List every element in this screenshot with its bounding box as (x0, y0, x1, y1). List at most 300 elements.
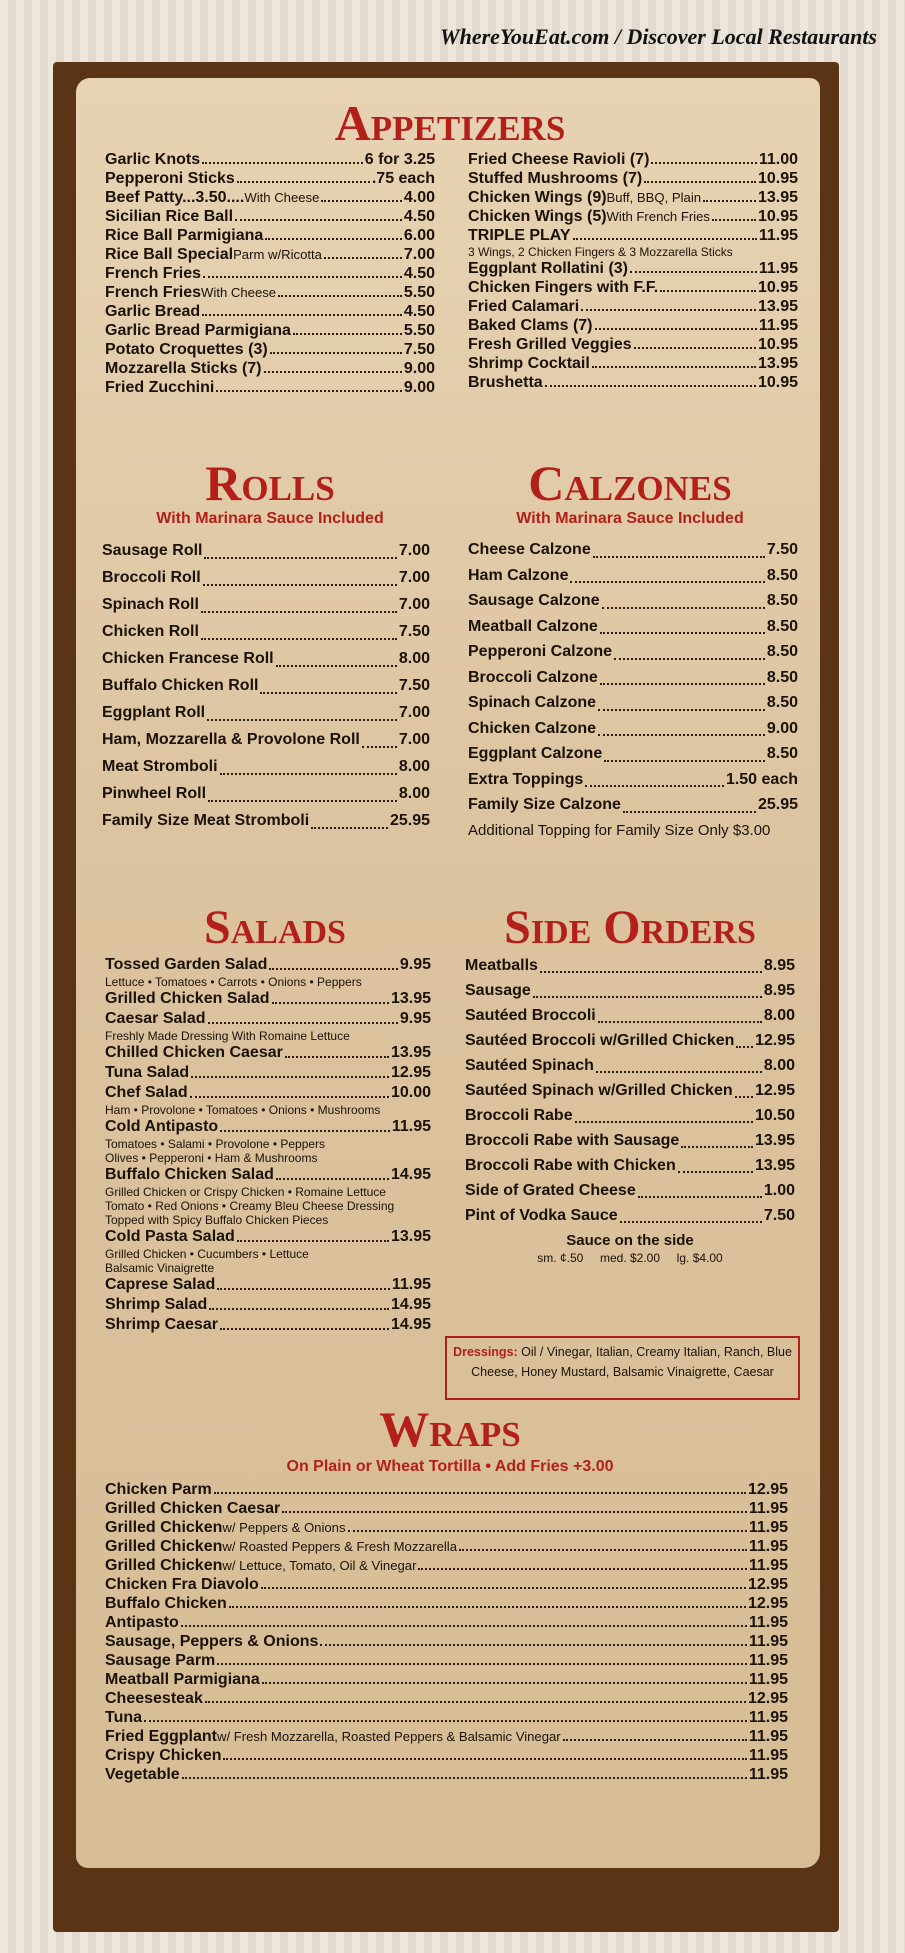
item-name: Family Size Meat Stromboli (102, 812, 310, 829)
dot-leader (209, 1308, 389, 1310)
item-modifier: Buff, BBQ, Plain (606, 190, 702, 205)
dot-leader (217, 1663, 747, 1665)
menu-item (468, 169, 798, 188)
appetizers-right-column (468, 150, 798, 392)
item-name: Sausage Calzone (468, 592, 600, 609)
menu-item (468, 278, 798, 297)
dot-leader (203, 276, 402, 278)
appetizers-left-column (105, 150, 435, 397)
item-name: Cold Pasta Salad (105, 1228, 235, 1245)
dot-leader (229, 1606, 746, 1608)
item-price: 8.50 (766, 643, 798, 660)
dot-leader (278, 295, 402, 297)
item-name: Eggplant Rollatini (3) (468, 260, 628, 277)
dot-leader (214, 1492, 746, 1494)
item-price: 13.95 (390, 1044, 431, 1061)
menu-item (468, 639, 798, 665)
dot-leader (321, 200, 401, 202)
item-price: 25.95 (389, 812, 430, 829)
menu-item (102, 726, 430, 753)
appetizers-title: Appetizers (334, 95, 566, 151)
dot-leader (182, 1777, 747, 1779)
salads-column (105, 955, 431, 1335)
dot-leader (265, 238, 402, 240)
item-price: 9.00 (766, 719, 798, 737)
dot-leader (533, 996, 762, 998)
item-name: Ham Calzone (468, 566, 569, 584)
item-name: Sautéed Broccoli w/Grilled Chicken (465, 1032, 735, 1049)
item-price: 9.00 (403, 379, 435, 396)
item-price: 14.95 (390, 1296, 431, 1313)
item-price: 12.95 (754, 1082, 795, 1099)
item-price: 7.00 (398, 542, 430, 559)
item-price: 8.50 (766, 694, 798, 711)
item-name: Chicken Wings (5) (468, 208, 607, 225)
item-price: 12.95 (747, 1595, 788, 1612)
item-price: 13.95 (390, 990, 431, 1007)
dot-leader (202, 314, 402, 316)
item-name: Chicken Francese Roll (102, 650, 274, 667)
item-name: Sausage Roll (102, 542, 203, 559)
menu-item (105, 188, 435, 207)
item-name: Grilled Chicken Caesar (105, 1500, 281, 1517)
item-name: Garlic Bread Parmigiana (105, 322, 291, 339)
menu-item (468, 767, 798, 793)
item-description: Ham • Provolone • Tomatoes • Onions • Mushrooms (105, 1103, 381, 1117)
menu-item (102, 564, 430, 591)
item-price: 8.50 (766, 745, 798, 762)
item-price: 7.50 (763, 1207, 795, 1224)
item-price: 12.95 (747, 1481, 788, 1498)
menu-item (105, 1063, 431, 1083)
item-name: Chicken Wings (9) (468, 189, 607, 206)
menu-item (468, 614, 798, 640)
dot-leader (593, 556, 765, 558)
dot-leader (293, 333, 402, 335)
item-name: Pinwheel Roll (102, 785, 207, 802)
menu-item (468, 690, 798, 716)
menu-item (105, 1537, 788, 1556)
item-price: 12.95 (747, 1690, 788, 1707)
dot-leader (570, 581, 764, 583)
menu-item (102, 537, 430, 564)
dot-leader (362, 746, 397, 748)
menu-item (105, 1165, 431, 1185)
item-price: 10.95 (757, 279, 798, 296)
item-price: 8.00 (763, 1057, 795, 1074)
item-price: 7.00 (398, 731, 430, 748)
item-name: Fried Calamari (468, 298, 580, 315)
item-description: Tomato • Red Onions • Creamy Bleu Cheese Dressing (105, 1199, 395, 1213)
item-name: Side of Grated Cheese (465, 1182, 636, 1199)
item-description: Topped with Spicy Buffalo Chicken Pieces (105, 1213, 329, 1227)
item-name: Chicken Parm (105, 1481, 212, 1498)
item-modifier: Parm w/Ricotta (233, 247, 322, 262)
dot-leader (736, 1046, 753, 1048)
item-name: Sautéed Spinach (465, 1057, 594, 1074)
menu-item (105, 1480, 788, 1499)
menu-item (105, 1295, 431, 1315)
item-name: Crispy Chicken (105, 1747, 222, 1764)
item-name: Sausage (465, 982, 531, 999)
item-price: 13.95 (754, 1157, 795, 1174)
dot-leader (260, 692, 396, 694)
wraps-column (105, 1480, 788, 1784)
menu-item (468, 188, 798, 207)
item-name: Grilled Chicken (105, 1538, 223, 1555)
item-price: 11.95 (758, 227, 798, 244)
menu-item (465, 1128, 795, 1153)
dot-leader (311, 827, 388, 829)
dot-leader (237, 1240, 389, 1242)
item-name: Vegetable (105, 1766, 180, 1783)
item-name: Broccoli Rabe (465, 1107, 573, 1124)
item-price: 11.95 (748, 1671, 788, 1688)
dot-leader (324, 257, 402, 259)
calzones-title: Calzones (528, 455, 732, 511)
item-name: Ham, Mozzarella & Provolone Roll (102, 731, 360, 748)
item-price: 9.95 (399, 956, 431, 973)
item-name: Shrimp Cocktail (468, 355, 590, 372)
item-modifier: w/ Roasted Peppers & Fresh Mozzarella (222, 1539, 457, 1554)
item-name: Grilled Chicken (105, 1557, 223, 1574)
item-price: 4.00 (403, 189, 435, 206)
item-name: Stuffed Mushrooms (7) (468, 170, 643, 187)
dot-leader (269, 968, 397, 970)
item-name: Fried Eggplant (105, 1728, 217, 1745)
dot-leader (596, 1071, 762, 1073)
dot-leader (678, 1171, 753, 1173)
menu-item (468, 150, 798, 169)
menu-item (465, 1103, 795, 1128)
item-price: 13.95 (754, 1132, 795, 1149)
menu-item (468, 792, 798, 818)
item-description: 3 Wings, 2 Chicken Fingers & 3 Mozzarella Sticks (468, 245, 733, 259)
item-price: 11.95 (748, 1538, 788, 1555)
rolls-subtitle: With Marinara Sauce Included (156, 510, 384, 527)
dot-leader (272, 1002, 389, 1004)
item-price: 1.00 (763, 1182, 795, 1199)
item-name: Antipasto (105, 1614, 179, 1631)
item-name: Chicken Calzone (468, 719, 597, 737)
dot-leader (703, 200, 756, 202)
dot-leader (207, 719, 397, 721)
menu-item (105, 989, 431, 1009)
dot-leader (575, 1121, 753, 1123)
item-price: 8.50 (766, 617, 798, 635)
item-name: Broccoli Rabe with Sausage (465, 1132, 680, 1149)
menu-item (465, 953, 795, 978)
item-price: 11.95 (748, 1747, 788, 1764)
item-price: 11.95 (748, 1614, 788, 1631)
dot-leader (220, 773, 397, 775)
item-price: 11.95 (748, 1557, 788, 1574)
dot-leader (573, 238, 757, 240)
item-name: Beef Patty...3.50.... (105, 189, 245, 206)
item-name: Garlic Bread (105, 303, 201, 320)
dot-leader (201, 611, 397, 613)
dot-leader (459, 1549, 747, 1551)
menu-item (465, 1178, 795, 1203)
item-price: 10.95 (757, 374, 798, 391)
item-name: Buffalo Chicken Salad (105, 1166, 274, 1183)
dot-leader (282, 1511, 747, 1513)
item-price: 7.00 (398, 596, 430, 613)
menu-item (465, 1003, 795, 1028)
item-price: 8.50 (766, 592, 798, 609)
item-name: Caprese Salad (105, 1276, 216, 1293)
item-name: Broccoli Calzone (468, 668, 598, 686)
menu-item (102, 645, 430, 672)
item-price: 7.00 (403, 246, 435, 263)
menu-item (102, 699, 430, 726)
item-price: 8.00 (398, 650, 430, 667)
item-name: Chicken Fingers with F.F. (468, 279, 659, 296)
menu-item (105, 340, 435, 359)
item-description: Grilled Chicken • Cucumbers • Lettuce (105, 1247, 309, 1261)
menu-item (465, 1028, 795, 1053)
item-name: Family Size Calzone (468, 796, 621, 813)
menu-item (105, 1315, 431, 1335)
item-modifier: w/ Lettuce, Tomato, Oil & Vinegar (222, 1558, 417, 1573)
menu-item (465, 1203, 795, 1228)
item-name: Eggplant Roll (102, 704, 206, 721)
item-price: 8.50 (766, 566, 798, 584)
item-name: Meatball Parmigiana (105, 1671, 260, 1688)
menu-item (105, 321, 435, 340)
side-orders-title: Side Orders (504, 901, 756, 954)
menu-item (468, 316, 798, 335)
item-name: Buffalo Chicken Roll (102, 677, 259, 694)
dot-leader (285, 1056, 389, 1058)
item-price: 7.50 (766, 541, 798, 558)
item-price: 9.95 (399, 1010, 431, 1027)
dot-leader (598, 734, 765, 736)
dot-leader (220, 1328, 389, 1330)
item-price: 10.95 (757, 336, 798, 353)
item-price: 5.50 (403, 322, 435, 339)
menu-item (105, 1556, 788, 1575)
menu-item (105, 1499, 788, 1518)
item-modifier: With French Fries (606, 209, 710, 224)
item-price: 25.95 (757, 796, 798, 813)
menu-item (102, 618, 430, 645)
item-name: Rice Ball Parmigiana (105, 227, 264, 244)
item-name: Spinach Roll (102, 596, 199, 613)
item-name: Meatballs (465, 957, 538, 974)
item-name: Pint of Vodka Sauce (465, 1207, 618, 1224)
dot-leader (660, 290, 756, 292)
menu-item (105, 1518, 788, 1537)
dot-leader (540, 971, 762, 973)
dot-leader (592, 366, 756, 368)
salads-title: Salads (204, 901, 346, 954)
item-name: Sausage Parm (105, 1652, 216, 1669)
item-name: Chicken Fra Diavolo (105, 1576, 259, 1593)
rolls-title: Rolls (205, 455, 335, 511)
menu-item (105, 1708, 788, 1727)
item-price: 11.95 (748, 1633, 788, 1650)
dot-leader (144, 1720, 747, 1722)
item-price: 10.50 (754, 1107, 795, 1124)
dot-leader (264, 371, 402, 373)
menu-item (468, 373, 798, 392)
item-price: 8.95 (763, 982, 795, 999)
menu-item (105, 1117, 431, 1137)
item-name: Buffalo Chicken (105, 1595, 227, 1612)
menu-item (105, 378, 435, 397)
item-price: 11.95 (748, 1519, 788, 1536)
item-price: 14.95 (390, 1316, 431, 1333)
item-name: Meat Stromboli (102, 758, 218, 775)
menu-item (102, 780, 430, 807)
item-price: 13.95 (757, 355, 798, 372)
item-name: Fried Zucchini (105, 379, 215, 396)
item-description: Olives • Pepperoni • Ham & Mushrooms (105, 1151, 318, 1165)
menu-item (102, 591, 430, 618)
item-description: Lettuce • Tomatoes • Carrots • Onions • Peppers (105, 975, 362, 989)
item-price: 14.95 (390, 1166, 431, 1183)
item-price: 12.95 (747, 1576, 788, 1593)
item-price: .75 each (371, 170, 435, 187)
item-name: Cheese Calzone (468, 541, 591, 558)
dot-leader (201, 638, 397, 640)
item-description: Freshly Made Dressing With Romaine Lettuce (105, 1029, 350, 1043)
item-price: 6.00 (403, 227, 435, 244)
dot-leader (598, 709, 765, 711)
item-name: Broccoli Rabe with Chicken (465, 1157, 676, 1174)
item-name: Meatball Calzone (468, 617, 598, 635)
menu-item (105, 245, 435, 264)
menu-item (465, 978, 795, 1003)
menu-item (468, 207, 798, 226)
menu-item (102, 807, 430, 834)
item-name: TRIPLE PLAY (468, 227, 571, 244)
dot-leader (191, 1076, 389, 1078)
item-name: Broccoli Roll (102, 569, 201, 586)
dot-leader (208, 800, 397, 802)
menu-item (468, 226, 798, 245)
wraps-subtitle: On Plain or Wheat Tortilla • Add Fries +3.00 (286, 1458, 614, 1475)
item-modifier: With Cheese (244, 190, 320, 205)
item-price: 7.50 (403, 341, 435, 358)
item-price: 12.95 (390, 1064, 431, 1081)
dot-leader (223, 1758, 746, 1760)
item-price: 13.95 (757, 298, 798, 315)
item-price: 7.00 (398, 704, 430, 721)
item-price: 4.50 (403, 208, 435, 225)
menu-item (105, 1670, 788, 1689)
item-name: French Fries (105, 284, 202, 301)
menu-item (105, 1009, 431, 1029)
item-price: 8.00 (398, 758, 430, 775)
dot-leader (418, 1568, 746, 1570)
dot-leader (276, 1178, 389, 1180)
item-price: 5.50 (403, 284, 435, 301)
dot-leader (651, 162, 756, 164)
item-price: 11.95 (758, 260, 798, 277)
item-modifier: With Cheese (201, 285, 277, 300)
dot-leader (190, 1096, 389, 1098)
item-price: 11.00 (758, 151, 798, 168)
item-modifier: w/ Peppers & Onions (222, 1520, 346, 1535)
menu-item (105, 359, 435, 378)
dot-leader (585, 785, 724, 787)
menu-item (102, 753, 430, 780)
item-name: Tuna Salad (105, 1064, 190, 1081)
menu-item (105, 1613, 788, 1632)
item-price: 11.95 (748, 1709, 788, 1726)
item-name: Pepperoni Calzone (468, 643, 613, 660)
item-price: 11.95 (391, 1276, 431, 1293)
dot-leader (563, 1739, 747, 1741)
dot-leader (545, 385, 756, 387)
item-name: Rice Ball Special (105, 246, 234, 263)
item-price: 13.95 (390, 1228, 431, 1245)
menu-item (105, 1575, 788, 1594)
item-name: Chicken Roll (102, 623, 199, 640)
item-name: Extra Toppings (468, 770, 584, 788)
menu-item (105, 955, 431, 975)
menu-item (468, 297, 798, 316)
dot-leader (600, 632, 765, 634)
menu-item (468, 335, 798, 354)
dot-leader (220, 1130, 390, 1132)
dot-leader (348, 1530, 747, 1532)
item-name: Eggplant Calzone (468, 745, 603, 762)
item-name: Cold Antipasto (105, 1118, 219, 1135)
menu-item (105, 1727, 788, 1746)
dot-leader (205, 1701, 746, 1703)
menu-item (105, 207, 435, 226)
dot-leader (600, 683, 765, 685)
sauce-title: Sauce on the side (566, 1232, 694, 1249)
dot-leader (320, 1644, 746, 1646)
menu-item (105, 264, 435, 283)
menu-item (105, 1689, 788, 1708)
menu-item (465, 1078, 795, 1103)
dot-leader (638, 1196, 762, 1198)
dot-leader (614, 658, 765, 660)
item-price: 1.50 each (725, 770, 798, 788)
item-price: 11.95 (748, 1652, 788, 1669)
dot-leader (204, 557, 396, 559)
dot-leader (217, 1288, 390, 1290)
dot-leader (598, 1021, 762, 1023)
item-price: 7.00 (398, 569, 430, 586)
dot-leader (620, 1221, 762, 1223)
menu-item (102, 672, 430, 699)
dot-leader (235, 219, 402, 221)
sauce-sizes: sm. ¢.50 med. $2.00 lg. $4.00 (537, 1251, 723, 1265)
menu-item (468, 741, 798, 767)
item-name: Mozzarella Sticks (7) (105, 360, 262, 377)
item-name: Grilled Chicken Salad (105, 990, 270, 1007)
site-header[interactable]: WhereYouEat.com / Discover Local Restaurants (440, 24, 877, 49)
item-name: Brushetta (468, 374, 543, 391)
rolls-column (102, 537, 430, 834)
item-price: 8.00 (398, 785, 430, 802)
wraps-title: Wraps (379, 1401, 521, 1457)
item-price: 11.95 (758, 317, 798, 334)
dot-leader (602, 607, 765, 609)
calzones-subtitle: With Marinara Sauce Included (516, 510, 744, 527)
menu-item (465, 1153, 795, 1178)
menu-item (468, 354, 798, 373)
item-price: 9.00 (403, 360, 435, 377)
item-name: Chilled Chicken Caesar (105, 1044, 283, 1061)
item-name: Sautéed Broccoli (465, 1007, 596, 1024)
